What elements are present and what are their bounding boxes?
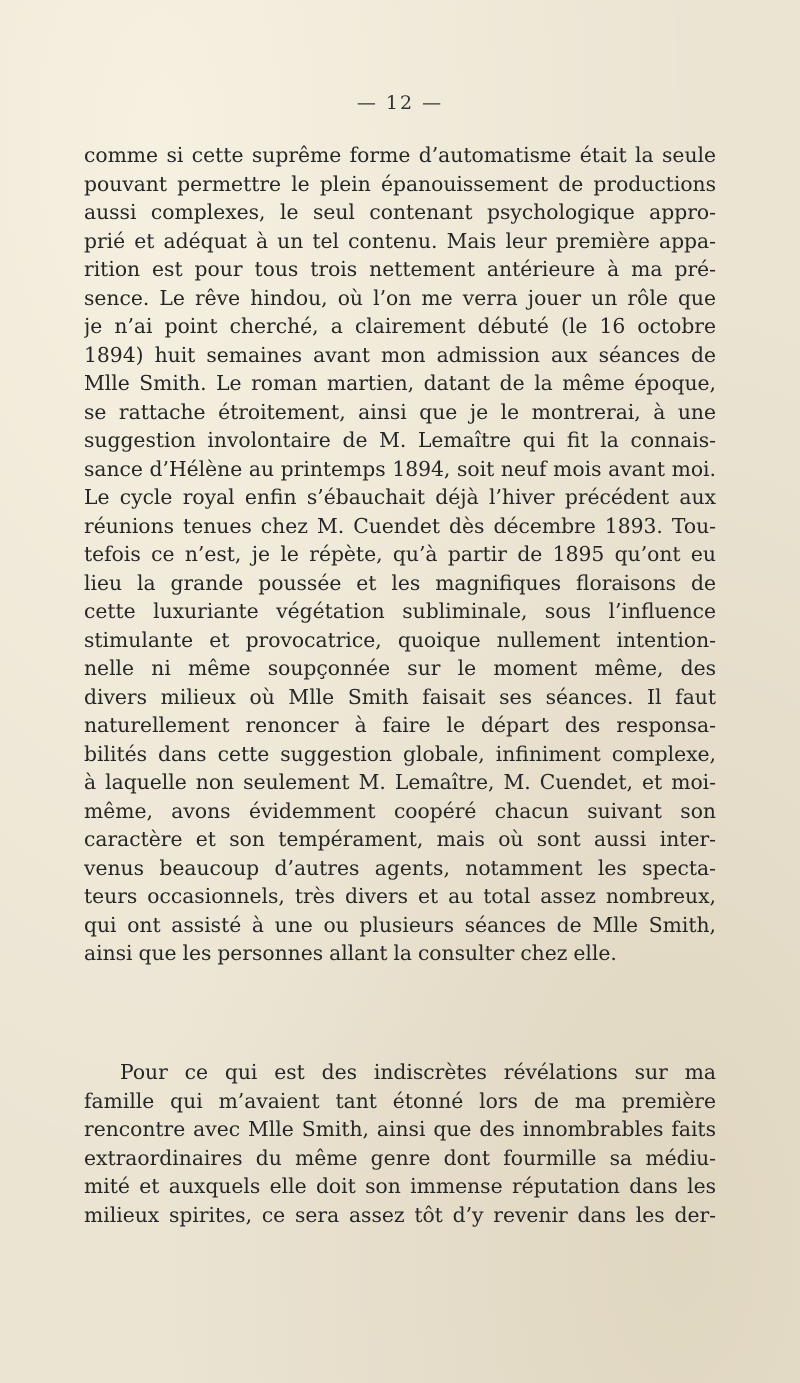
text-line: je n’ai point cherché, a clairement débuté (le 16 octobre: [84, 314, 716, 338]
page-number: — 12 —: [356, 92, 444, 114]
text-line: sence. Le rêve hindou, où l’on me verra jouer un rôle que: [84, 285, 716, 310]
paragraph-2: [84, 1058, 716, 1229]
text-line: stimulante et provocatrice, quoique nullement intention-: [84, 627, 716, 652]
text-line: ainsi que les personnes allant la consulter chez elle.: [84, 941, 617, 965]
text-line: à laquelle non seulement M. Lemaître, M. Cuendet, et moi-: [84, 770, 716, 794]
text-line: tefois ce n’est, je le répète, qu’à partir de 1895 qu’ont eu: [84, 542, 716, 566]
text-line: pouvant permettre le plein épanouissement de productions: [84, 171, 716, 196]
text-line: rition est pour tous trois nettement antérieure à ma pré-: [84, 257, 716, 281]
text-line: famille qui m’avaient tant étonné lors de ma première: [84, 1088, 716, 1113]
text-line: Pour ce qui est des indiscrètes révélations sur ma: [120, 1060, 716, 1084]
text-line: rencontre avec Mlle Smith, ainsi que des innombrables faits: [84, 1117, 716, 1141]
text-line: milieux spirites, ce sera assez tôt d’y revenir dans les der-: [84, 1202, 716, 1227]
text-line: aussi complexes, le seul contenant psychologique appro-: [84, 200, 716, 224]
text-line: 1894) huit semaines avant mon admission aux séances de: [84, 342, 716, 367]
text-line: mité et auxquels elle doit son immense réputation dans les: [84, 1174, 716, 1198]
text-line: suggestion involontaire de M. Lemaître qui fit la connais-: [84, 428, 716, 452]
text-line: même, avons évidemment coopéré chacun suivant son: [84, 798, 716, 823]
text-line: naturellement renoncer à faire le départ des responsa-: [84, 713, 716, 737]
text-line: sance d’Hélène au printemps 1894, soit neuf mois avant moi.: [84, 456, 716, 481]
text-line: extraordinaires du même genre dont fourmille sa médiu-: [84, 1145, 716, 1170]
text-line: Mlle Smith. Le roman martien, datant de la même époque,: [84, 371, 716, 395]
text-line: qui ont assisté à une ou plusieurs séances de Mlle Smith,: [84, 912, 716, 937]
text-line: comme si cette suprême forme d’automatisme était la seule: [84, 143, 716, 167]
paragraph-1: [84, 141, 716, 968]
text-line: caractère et son tempérament, mais où sont aussi inter-: [84, 827, 716, 851]
text-line: prié et adéquat à un tel contenu. Mais leur première appa-: [84, 228, 716, 253]
text-line: teurs occasionnels, très divers et au total assez nombreux,: [84, 884, 716, 908]
text-line: nelle ni même soupçonnée sur le moment même, des: [84, 656, 716, 680]
text-line: réunions tenues chez M. Cuendet dès décembre 1893. Tou-: [84, 513, 716, 538]
text-line: se rattache étroitement, ainsi que je le montrerai, à une: [84, 399, 716, 424]
text-line: bilités dans cette suggestion globale, infiniment complexe,: [84, 741, 716, 766]
text-line: lieu la grande poussée et les magnifiques floraisons de: [84, 570, 716, 595]
text-line: divers milieux où Mlle Smith faisait ses séances. Il faut: [84, 684, 716, 709]
text-line: Le cycle royal enfin s’ébauchait déjà l’hiver précédent aux: [84, 485, 716, 509]
text-line: venus beaucoup d’autres agents, notamment les specta-: [84, 855, 716, 880]
text-line: cette luxuriante végétation subliminale, sous l’influence: [84, 599, 716, 623]
